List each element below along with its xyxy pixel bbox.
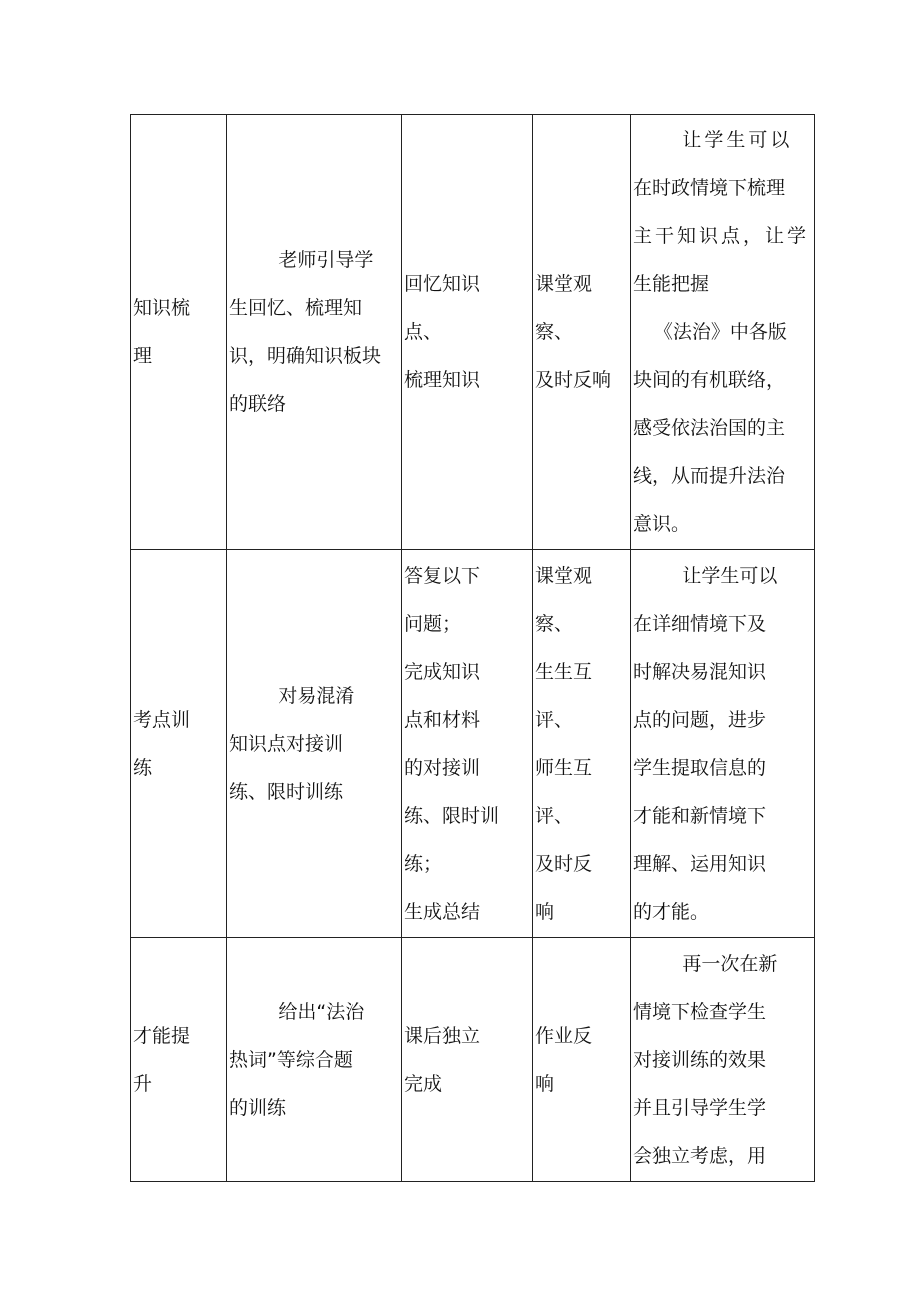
student-activity-cell — [402, 938, 533, 1182]
text-line: 生生互 — [535, 660, 593, 683]
text-line: 点和材料 — [404, 708, 481, 731]
text-line: 感受依法治国的主 — [633, 417, 786, 439]
text-line: 的训练 — [229, 1096, 287, 1119]
text-line: 让学生可以 — [682, 129, 793, 151]
text-line: 主干知识点，让学 — [633, 225, 810, 247]
teacher-activity-cell — [227, 938, 402, 1182]
text-line: 的联络 — [229, 393, 287, 415]
text-line: 知识点对接训 — [229, 732, 344, 755]
table-row — [131, 938, 815, 1182]
text-line: 评、 — [535, 804, 574, 827]
text-line: 作业反 — [535, 1024, 593, 1047]
text-line: 并且引导学生学 — [633, 1096, 767, 1119]
text-line: 点的问题，进步 — [633, 708, 767, 731]
text-line: 及时反 — [535, 852, 593, 875]
text-line: 响 — [535, 900, 555, 923]
text-line: 给出“法治 — [278, 1000, 365, 1023]
text-line: 会独立考虑，用 — [633, 1144, 767, 1167]
text-line: 练、限时训练 — [229, 780, 344, 803]
text-line: 课后独立 — [404, 1024, 481, 1047]
text-line: 块间的有机联络， — [633, 369, 786, 391]
text-line: 点、 — [404, 321, 443, 343]
text-line: 回忆知识 — [404, 273, 481, 295]
text-line: 才能提 — [133, 1024, 191, 1047]
text-line: 知识梳 — [133, 297, 191, 319]
table-row — [131, 550, 815, 938]
teacher-activity-cell — [227, 550, 402, 938]
text-line: 时解决易混知识 — [633, 660, 767, 683]
student-activity-cell — [402, 115, 533, 550]
design-intent-cell — [631, 115, 815, 550]
student-activity-cell — [402, 550, 533, 938]
text-line: 师生互 — [535, 756, 593, 779]
text-line: 理解、运用知识 — [633, 852, 767, 875]
text-line: 的才能。 — [633, 900, 710, 923]
text-line: 考点训 — [133, 708, 191, 731]
text-line: 对易混淆 — [278, 684, 355, 707]
text-line: 在时政情境下梳理 — [633, 177, 786, 199]
text-line: 梳理知识 — [404, 369, 481, 391]
text-line: 及时反响 — [535, 369, 612, 391]
text-line: 理 — [133, 345, 153, 367]
text-line: 线，从而提升法治 — [633, 465, 786, 487]
text-line: 老师引导学 — [278, 249, 374, 271]
evaluation-cell — [533, 550, 631, 938]
text-line: 的对接训 — [404, 756, 481, 779]
text-line: 才能和新情境下 — [633, 804, 767, 827]
text-line: 课堂观 — [535, 564, 593, 587]
lesson-plan-table — [130, 114, 815, 1182]
text-line: 练 — [133, 756, 153, 779]
text-line: 意识。 — [633, 513, 691, 535]
text-line: 评、 — [535, 708, 574, 731]
text-line: 《法治》中各版 — [653, 321, 787, 343]
text-line: 练、限时训 — [404, 804, 500, 827]
evaluation-cell — [533, 115, 631, 550]
text-line: 生能把握 — [633, 273, 710, 295]
text-line: 察、 — [535, 321, 574, 343]
text-line: 答复以下 — [404, 564, 481, 587]
text-line: 响 — [535, 1072, 555, 1095]
stage-cell — [131, 550, 227, 938]
text-line: 课堂观 — [535, 273, 593, 295]
stage-cell — [131, 938, 227, 1182]
text-line: 生回忆、梳理知 — [229, 297, 363, 319]
text-line: 情境下检查学生 — [633, 1000, 767, 1023]
text-line: 生成总结 — [404, 900, 481, 923]
text-line: 在详细情境下及 — [633, 612, 767, 635]
stage-cell — [131, 115, 227, 550]
text-line: 练； — [404, 852, 443, 875]
design-intent-cell — [631, 550, 815, 938]
teacher-activity-cell — [227, 115, 402, 550]
text-line: 问题； — [404, 612, 462, 635]
text-line: 识，明确知识板块 — [229, 345, 382, 367]
text-line: 完成知识 — [404, 660, 481, 683]
text-line: 升 — [133, 1072, 153, 1095]
text-line: 热词”等综合题 — [229, 1048, 353, 1071]
text-line: 再一次在新 — [682, 952, 778, 975]
text-line: 完成 — [404, 1072, 443, 1095]
evaluation-cell — [533, 938, 631, 1182]
design-intent-cell — [631, 938, 815, 1182]
text-line: 对接训练的效果 — [633, 1048, 767, 1071]
table-row — [131, 115, 815, 550]
text-line: 学生提取信息的 — [633, 756, 767, 779]
text-line: 察、 — [535, 612, 574, 635]
text-line: 让学生可以 — [682, 564, 778, 587]
